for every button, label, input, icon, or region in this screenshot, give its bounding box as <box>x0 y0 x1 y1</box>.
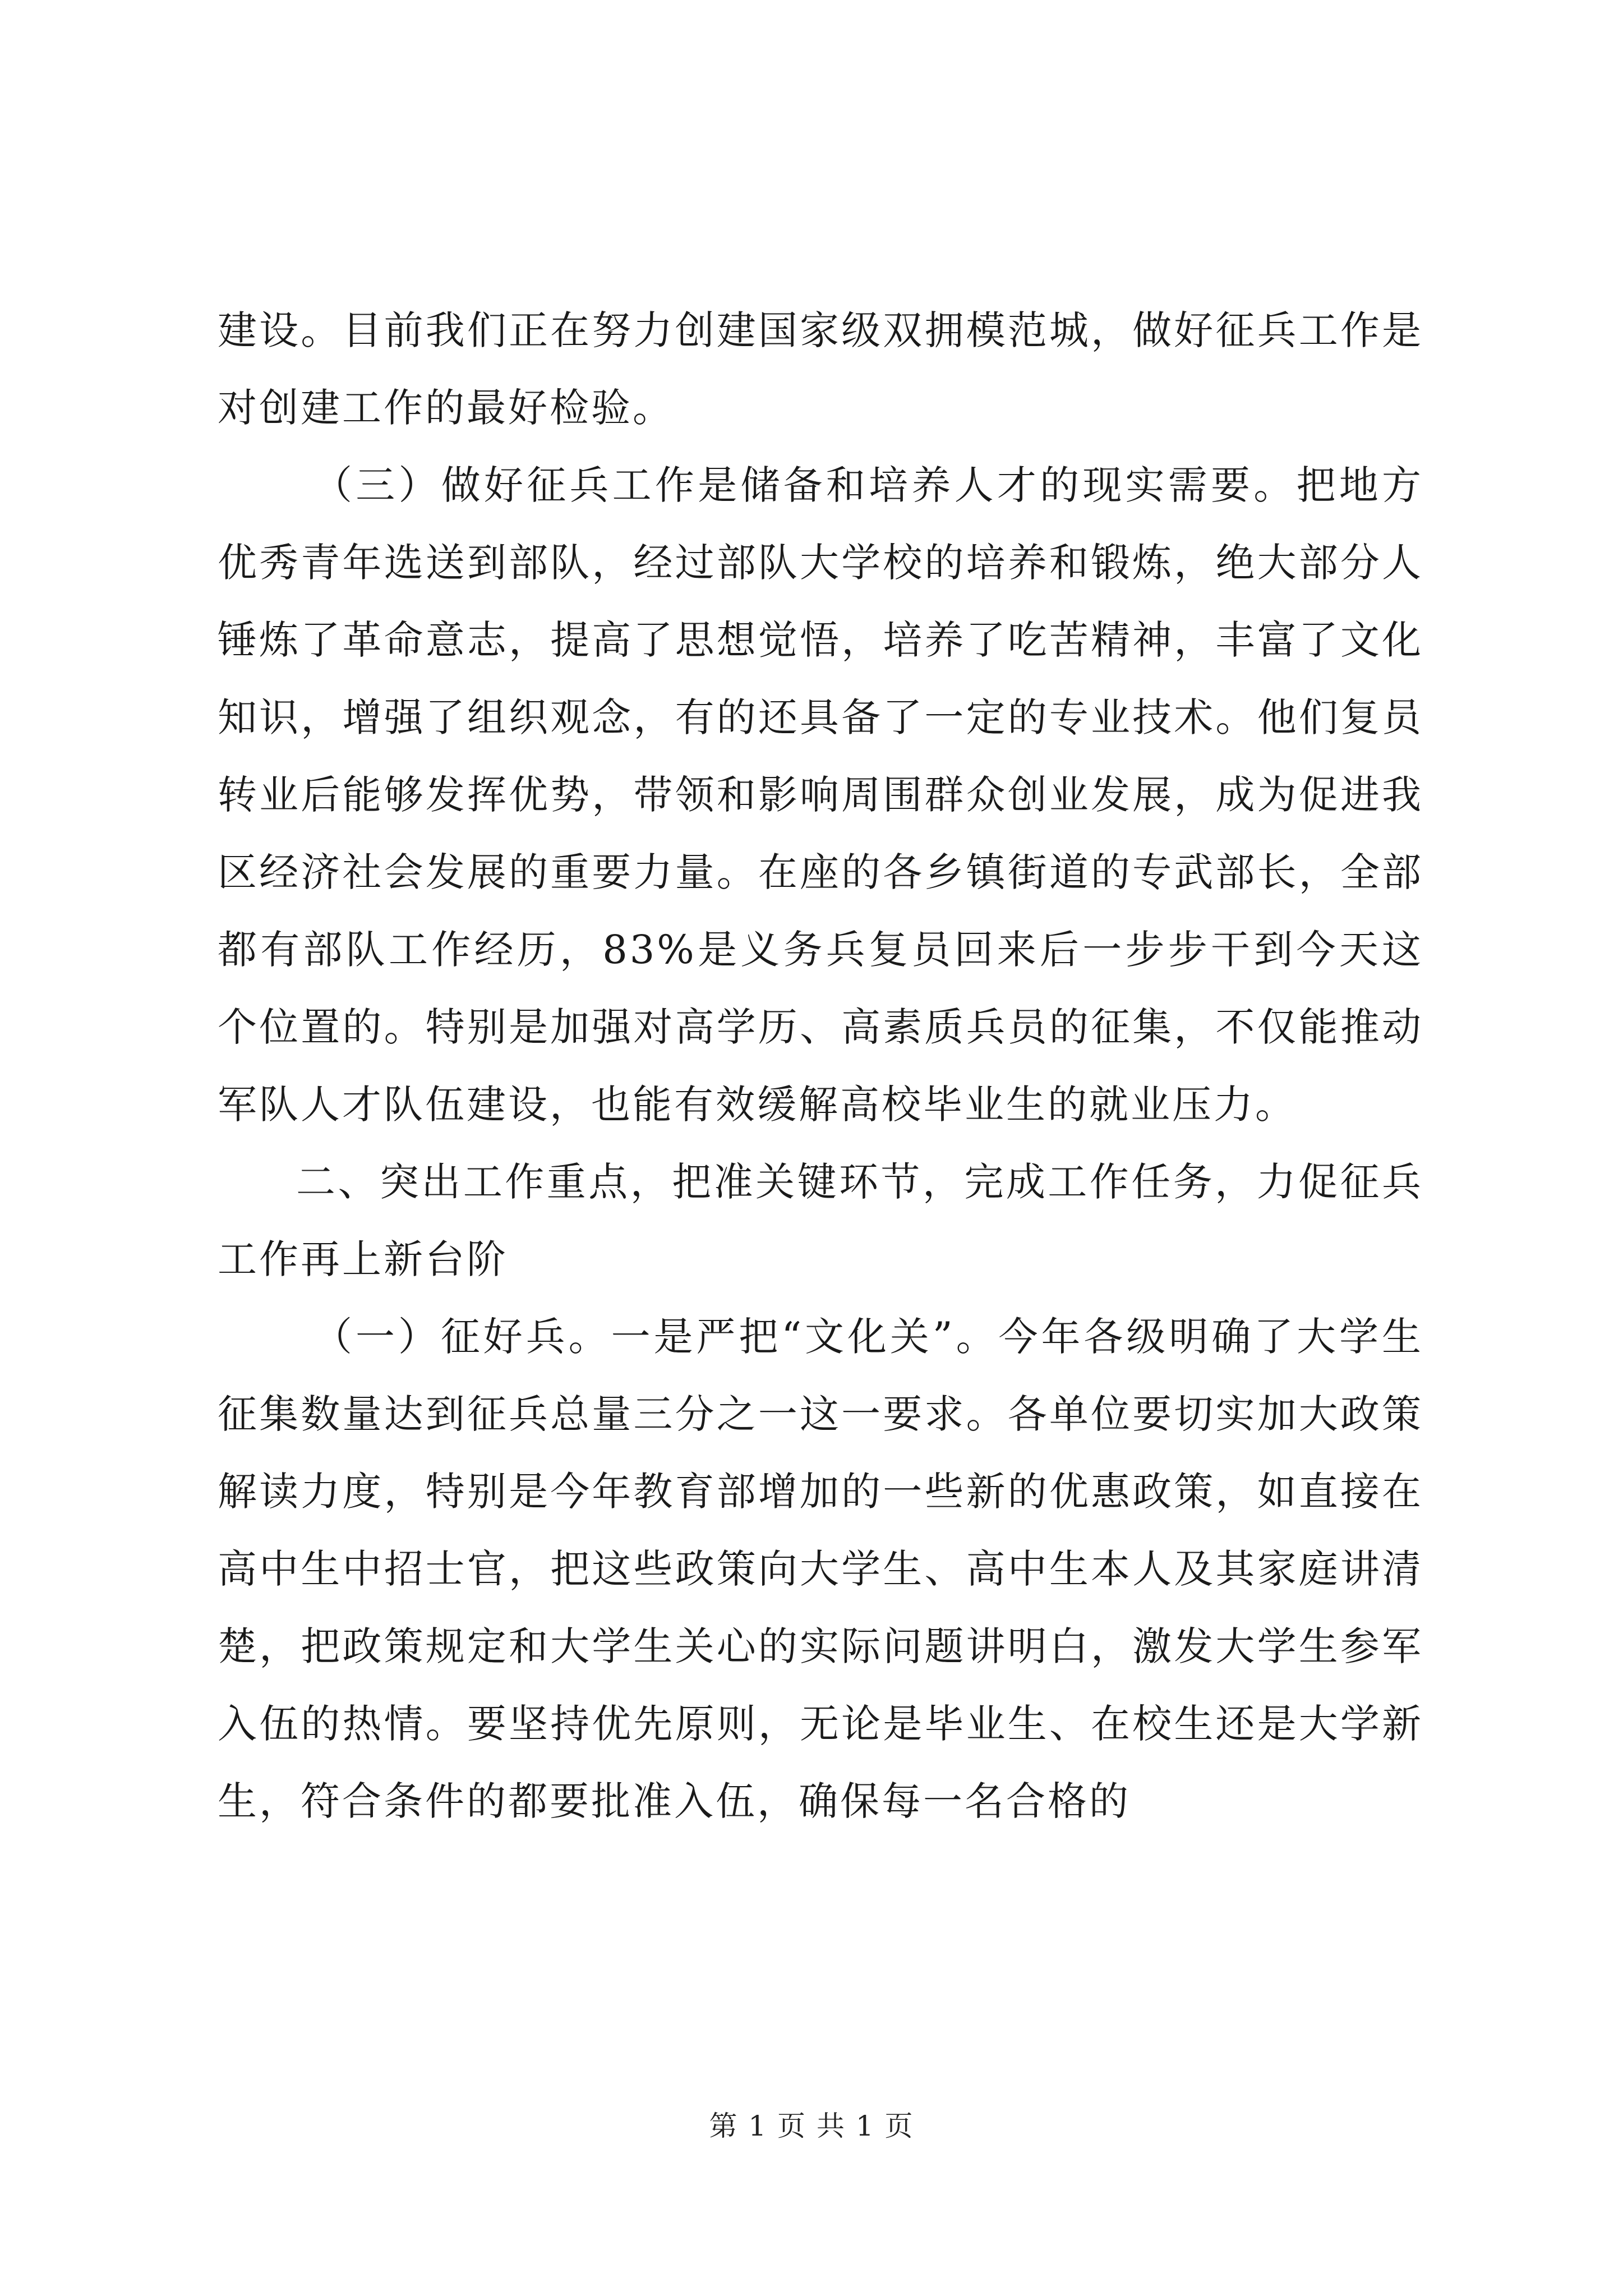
document-body <box>218 292 1423 1840</box>
paragraph-section-one: （一）征好兵。一是严把“文化关”。今年各级明确了大学生征集数量达到征兵总量三分之一这一要求。各单位要切实加大政策解读力度，特别是今年教育部增加的一些新的优惠政策，如直接在高中生中招士官，把这些政策向大学生、高中生本人及其家庭讲清楚，把政策规定和大学生关心的实际问题讲明白，激发大学生参军入伍的热情。要坚持优先原则，无论是毕业生、在校生还是大学新生，符合条件的都要批准入伍，确保每一名合格的 <box>218 1314 1423 1824</box>
page-footer: 第 1 页 共 1 页 <box>709 2110 914 2142</box>
heading-section-two: 二、突出工作重点，把准关键环节，完成工作任务，力促征兵工作再上新台阶 <box>218 1159 1423 1282</box>
paragraph-continuation: 建设。目前我们正在努力创建国家级双拥模范城，做好征兵工作是对创建工作的最好检验。 <box>218 307 1423 431</box>
paragraph-section-three: （三）做好征兵工作是储备和培养人才的现实需要。把地方优秀青年选送到部队，经过部队大学校的培养和锻炼，绝大部分人锤炼了革命意志，提高了思想觉悟，培养了吃苦精神，丰富了文化知识，增强了组织观念，有的还具备了一定的专业技术。他们复员转业后能够发挥优势，带领和影响周围群众创业发展，成为促进我区经济社会发展的重要力量。在座的各乡镇街道的专武部长，全部都有部队工作经历，83%是义务兵复员回来后一步步干到今天这个位置的。特别是加强对高学历、高素质兵员的征集，不仅能推动军队人才队伍建设，也能有效缓解高校毕业生的就业压力。 <box>218 462 1423 1128</box>
